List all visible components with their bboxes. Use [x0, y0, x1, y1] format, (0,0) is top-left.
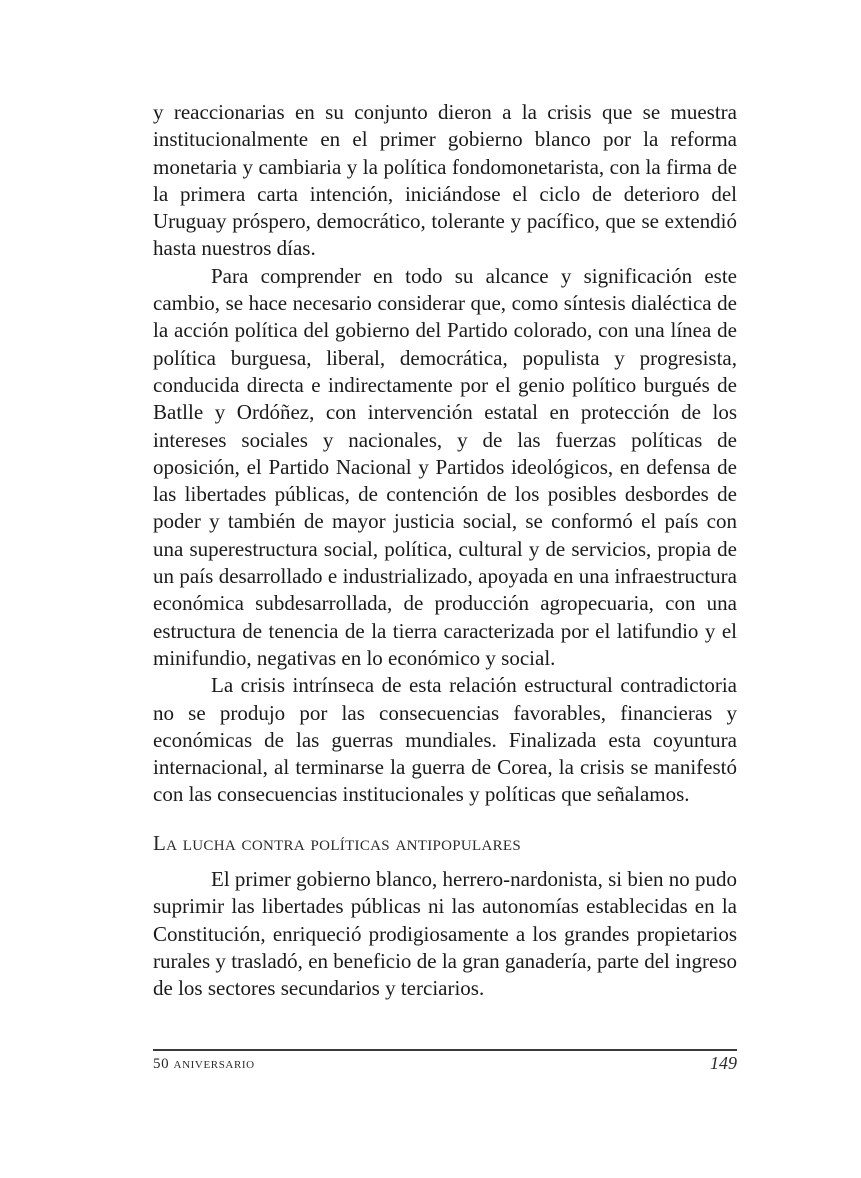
paragraph-4: El primer gobierno blanco, herrero-nardonista, si bien no pudo suprimir las libertades públicas ni las autonomías establecidas en la Constitución, enriqueció prodigiosamente a los grandes propietarios rurales y trasladó, en beneficio de la gran ganadería, parte del ingreso de los sectores secundarios y terciarios.	[153, 867, 738, 1001]
main-text	[153, 99, 737, 1003]
paragraph-1: y reaccionarias en su conjunto dieron a la crisis que se muestra institucionalmente en el primer gobierno blanco por la reforma monetaria y cambiaria y la política fondomonetarista, con la firma de la primera carta intención, iniciándose el ciclo de deterioro del Uruguay próspero, democrático, tolerante y pacífico, que se extendió hasta nuestros días.	[153, 100, 737, 261]
footer-divider	[153, 1049, 737, 1051]
running-title: 50 aniversario	[153, 1056, 255, 1072]
paragraph-2: Para comprender en todo su alcance y significación este cambio, se hace necesario considerar que, como síntesis dialéctica de la acción política del gobierno del Partido colorado, con una línea de política burguesa, liberal, democrática, populista y progresista, conducida directa e indirectamente por el genio político burgués de Batlle y Ordóñez, con intervención estatal en protección de los intereses sociales y nacionales, y de las fuerzas políticas de oposición, el Partido Nacional y Partidos ideológicos, en defensa de las libertades públicas, de contención de los posibles desbordes de poder y también de mayor justicia social, se conformó el país con una superestructura social, política, cultural y de servicios, propia de un país desarrollado e industrializado, apoyada en una infraestructura económica subdesarrollada, de producción agropecuaria, con una estructura de tenencia de la tierra caracterizada por el latifundio y el minifundio, negativas en lo económico y social.	[153, 263, 737, 670]
section-heading: La lucha contra políticas antipopulares	[153, 830, 522, 855]
paragraph-3: La crisis intrínseca de esta relación estructural contradictoria no se produjo por las consecuencias favorables, financieras y económicas de las guerras mundiales. Finalizada esta coyuntura internacional, al terminarse la guerra de Corea, la crisis se manifestó con las consecuencias institucionales y políticas que señalamos.	[153, 673, 737, 807]
page-number: 149	[710, 1053, 737, 1073]
